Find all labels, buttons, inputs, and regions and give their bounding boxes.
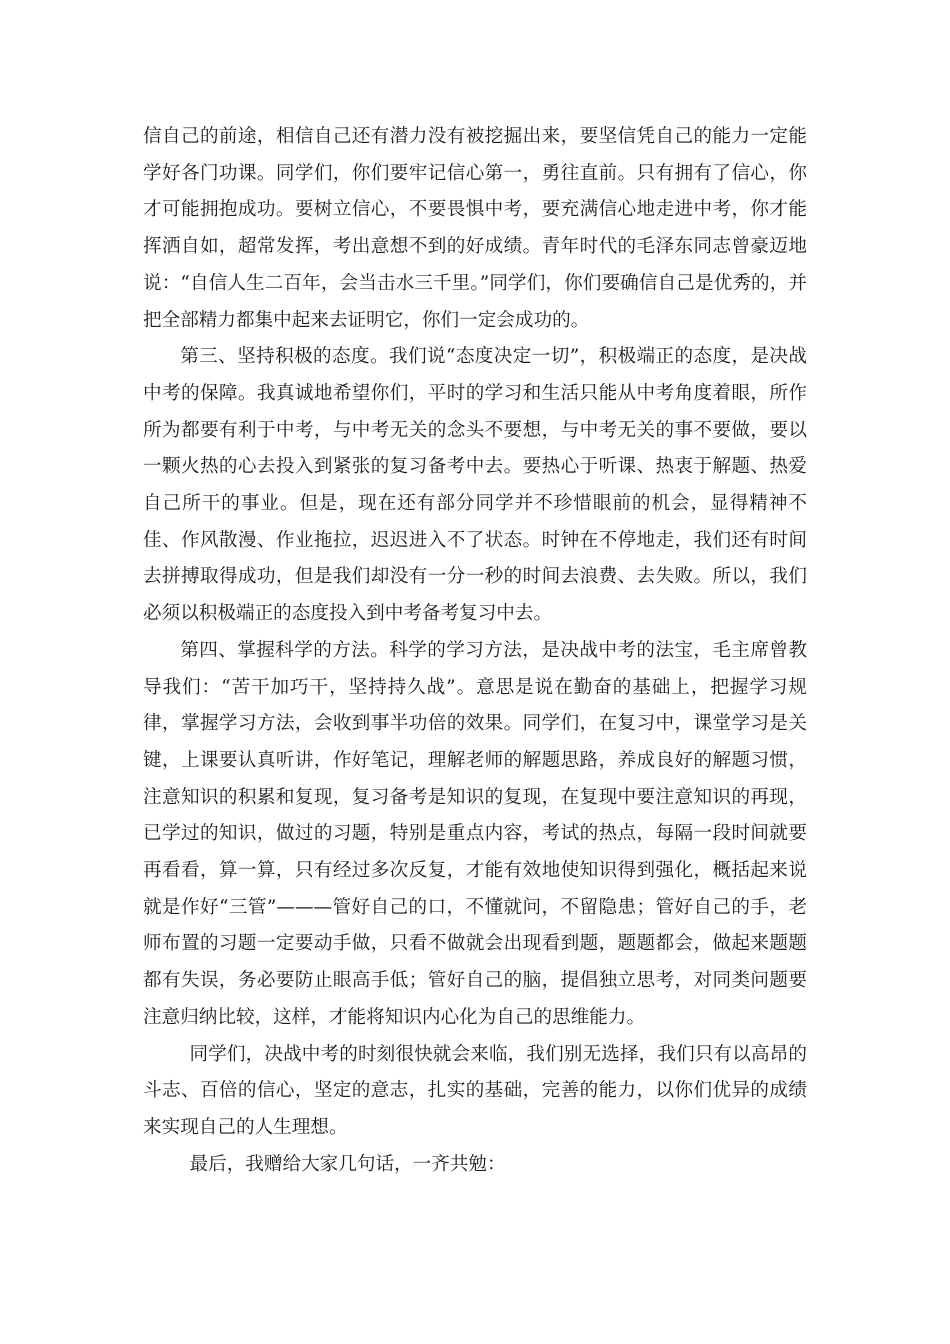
body-text (143, 119, 807, 1183)
paragraph-point-three: 第三、坚持积极的态度。我们说“态度决定一切”，积极端正的态度，是决战中考的保障。我真诚地希望你们，平时的学习和生活只能从中考角度着眼，所作所为都要有利于中考，与中考无关的念头不要想，与中考无关的事不要做，要以一颗火热的心去投入到紧张的复习备考中去。要热心于听课、热衷于解题、热爱自己所干的事业。但是，现在还有部分同学并不珍惜眼前的机会，显得精神不佳、作风散漫、作业拖拉，迟迟进入不了状态。时钟在不停地走，我们还有时间去拼搏取得成功，但是我们却没有一分一秒的时间去浪费、去失败。所以，我们必须以积极端正的态度投入到中考备考复习中去。 (143, 346, 807, 625)
paragraph-call-to-action: 同学们，决战中考的时刻很快就会来临，我们别无选择，我们只有以高昂的斗志、百倍的信心，坚定的意志，扎实的基础，完善的能力，以你们优异的成绩来实现自己的人生理想。 (143, 1043, 807, 1138)
paragraph-closing: 最后，我赠给大家几句话，一齐共勉： (189, 1153, 506, 1175)
paragraph-point-four: 第四、掌握科学的方法。科学的学习方法，是决战中考的法宝，毛主席曾教导我们：“苦干加巧干，坚持持久战”。意思是说在勤奋的基础上，把握学习规律，掌握学习方法，会收到事半功倍的效果。同学们，在复习中，课堂学习是关键，上课要认真听讲，作好笔记，理解老师的解题思路，养成良好的解题习惯，注意知识的积累和复现，复习备考是知识的复现，在复现中要注意知识的再现，已学过的知识，做过的习题，特别是重点内容，考试的热点，每隔一段时间就要再看看，算一算，只有经过多次反复，才能有效地使知识得到强化，概括起来说就是作好“三管”———管好自己的口，不懂就问，不留隐患；管好自己的手，老师布置的习题一定要动手做，只看不做就会出现看到题，题题都会，做起来题题都有失误，务必要防止眼高手低；管好自己的脑，提倡独立思考，对同类问题要注意归纳比较，这样，才能将知识内心化为自己的思维能力。 (143, 639, 807, 1028)
paragraph-continuation: 信自己的前途，相信自己还有潜力没有被挖掘出来，要坚信凭自己的能力一定能学好各门功课。同学们，你们要牢记信心第一，勇往直前。只有拥有了信心，你才可能拥抱成功。要树立信心，不要畏惧中考，要充满信心地走进中考，你才能挥洒自如，超常发挥，考出意想不到的好成绩。青年时代的毛泽东同志曾豪迈地说：“自信人生二百年，会当击水三千里。”同学们，你们要确信自己是优秀的，并把全部精力都集中起来去证明它，你们一定会成功的。 (143, 126, 807, 331)
